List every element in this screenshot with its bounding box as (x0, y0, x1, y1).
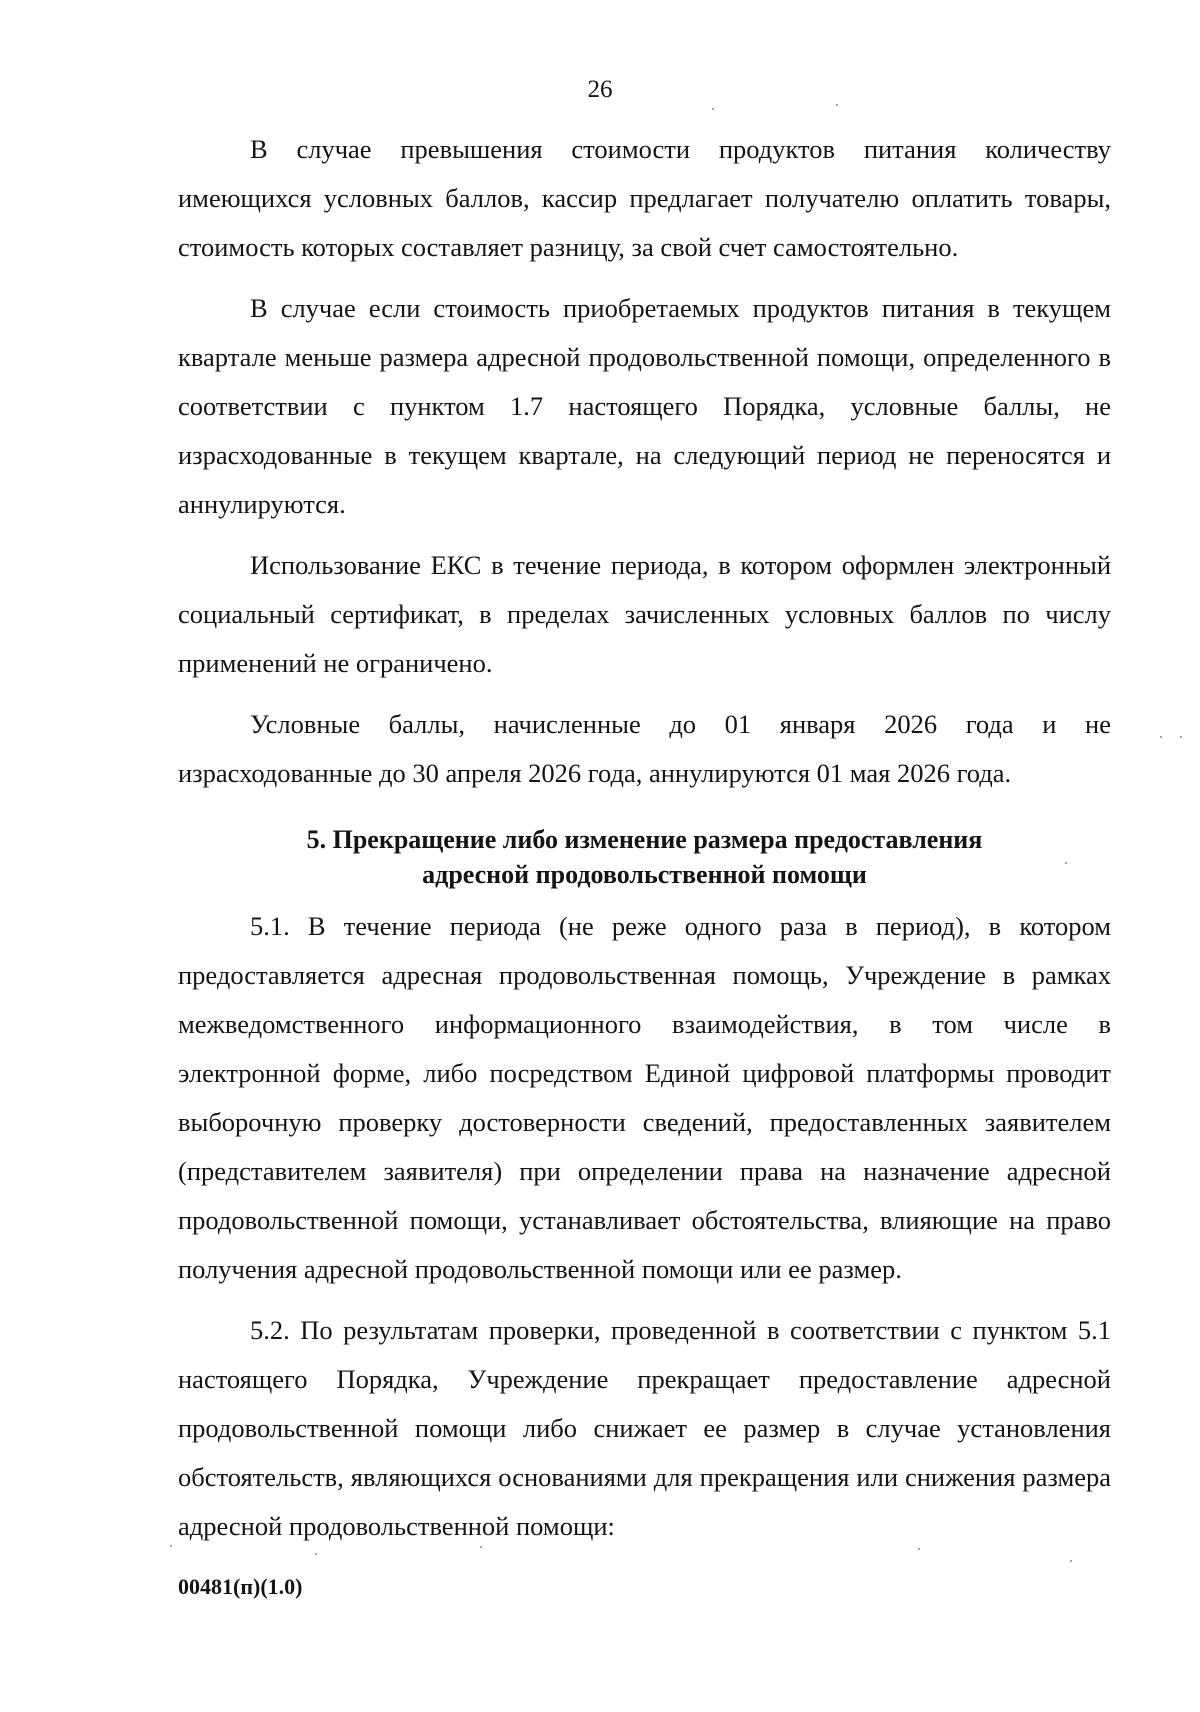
section-5-heading-line1: 5. Прекращение либо изменение размера предоставления (306, 825, 983, 854)
paragraph-5-1: 5.1. В течение периода (не реже одного раза в период), в котором предоставляется адресная продовольственная помощь, Учреждение в рамках межведомственного информационного взаимодействия, в том числе в электронной форме, либо посредством Единой цифровой платформы проводит выборочную проверку достоверности сведений, предоставленных заявителем (представителем заявителя) при определении права на назначение адресной продовольственной помощи, устанавливает обстоятельства, влияющие на право получения адресной продовольственной помощи или ее размер. (178, 911, 1111, 1284)
scan-speck (1160, 736, 1162, 738)
scan-speck (1070, 1560, 1072, 1562)
scan-speck (712, 108, 714, 110)
paragraph-5-2: 5.2. По результатам проверки, проведенной в соответствии с пунктом 5.1 настоящего Порядка, Учреждение прекращает предоставление адресной продовольственной помощи либо снижает ее размер в случае установления обстоятельств, являющихся основаниями для прекращения или снижения размера адресной продовольственной помощи: (178, 1315, 1111, 1541)
scan-speck (170, 1545, 172, 1547)
scan-speck (918, 1548, 920, 1550)
section-5-heading (178, 822, 1111, 892)
page-number: 26 (587, 76, 613, 103)
document-code: 00481(п)(1.0) (178, 1574, 303, 1599)
scan-speck (480, 1546, 482, 1548)
paragraph-excess-cost: В случае превышения стоимости продуктов питания количеству имеющихся условных баллов, кассир предлагает получателю оплатить товары, стоимость которых составляет разницу, за свой счет самостоятельно. (178, 134, 1111, 262)
paragraph-unspent-points: В случае если стоимость приобретаемых продуктов питания в текущем квартале меньше размера адресной продовольственной помощи, определенного в соответствии с пунктом 1.7 настоящего Порядка, условные баллы, не израсходованные в текущем квартале, на следующий период не переносятся и аннулируются. (178, 293, 1111, 519)
scan-speck (315, 1553, 317, 1555)
scan-speck (836, 104, 838, 106)
paragraph-eks-usage: Использование ЕКС в течение периода, в котором оформлен электронный социальный сертификат, в пределах зачисленных условных баллов по числу применений не ограничено. (178, 550, 1111, 678)
scan-speck (1065, 862, 1067, 864)
section-5-heading-line2: адресной продовольственной помощи (422, 860, 867, 889)
paragraph-points-expiry: Условные баллы, начисленные до 01 января 2026 года и не израсходованные до 30 апреля 2026 года, аннулируются 01 мая 2026 года. (178, 709, 1111, 788)
scan-speck (1180, 736, 1182, 738)
section-5-content (178, 902, 1111, 1551)
document-body (178, 125, 1111, 1551)
